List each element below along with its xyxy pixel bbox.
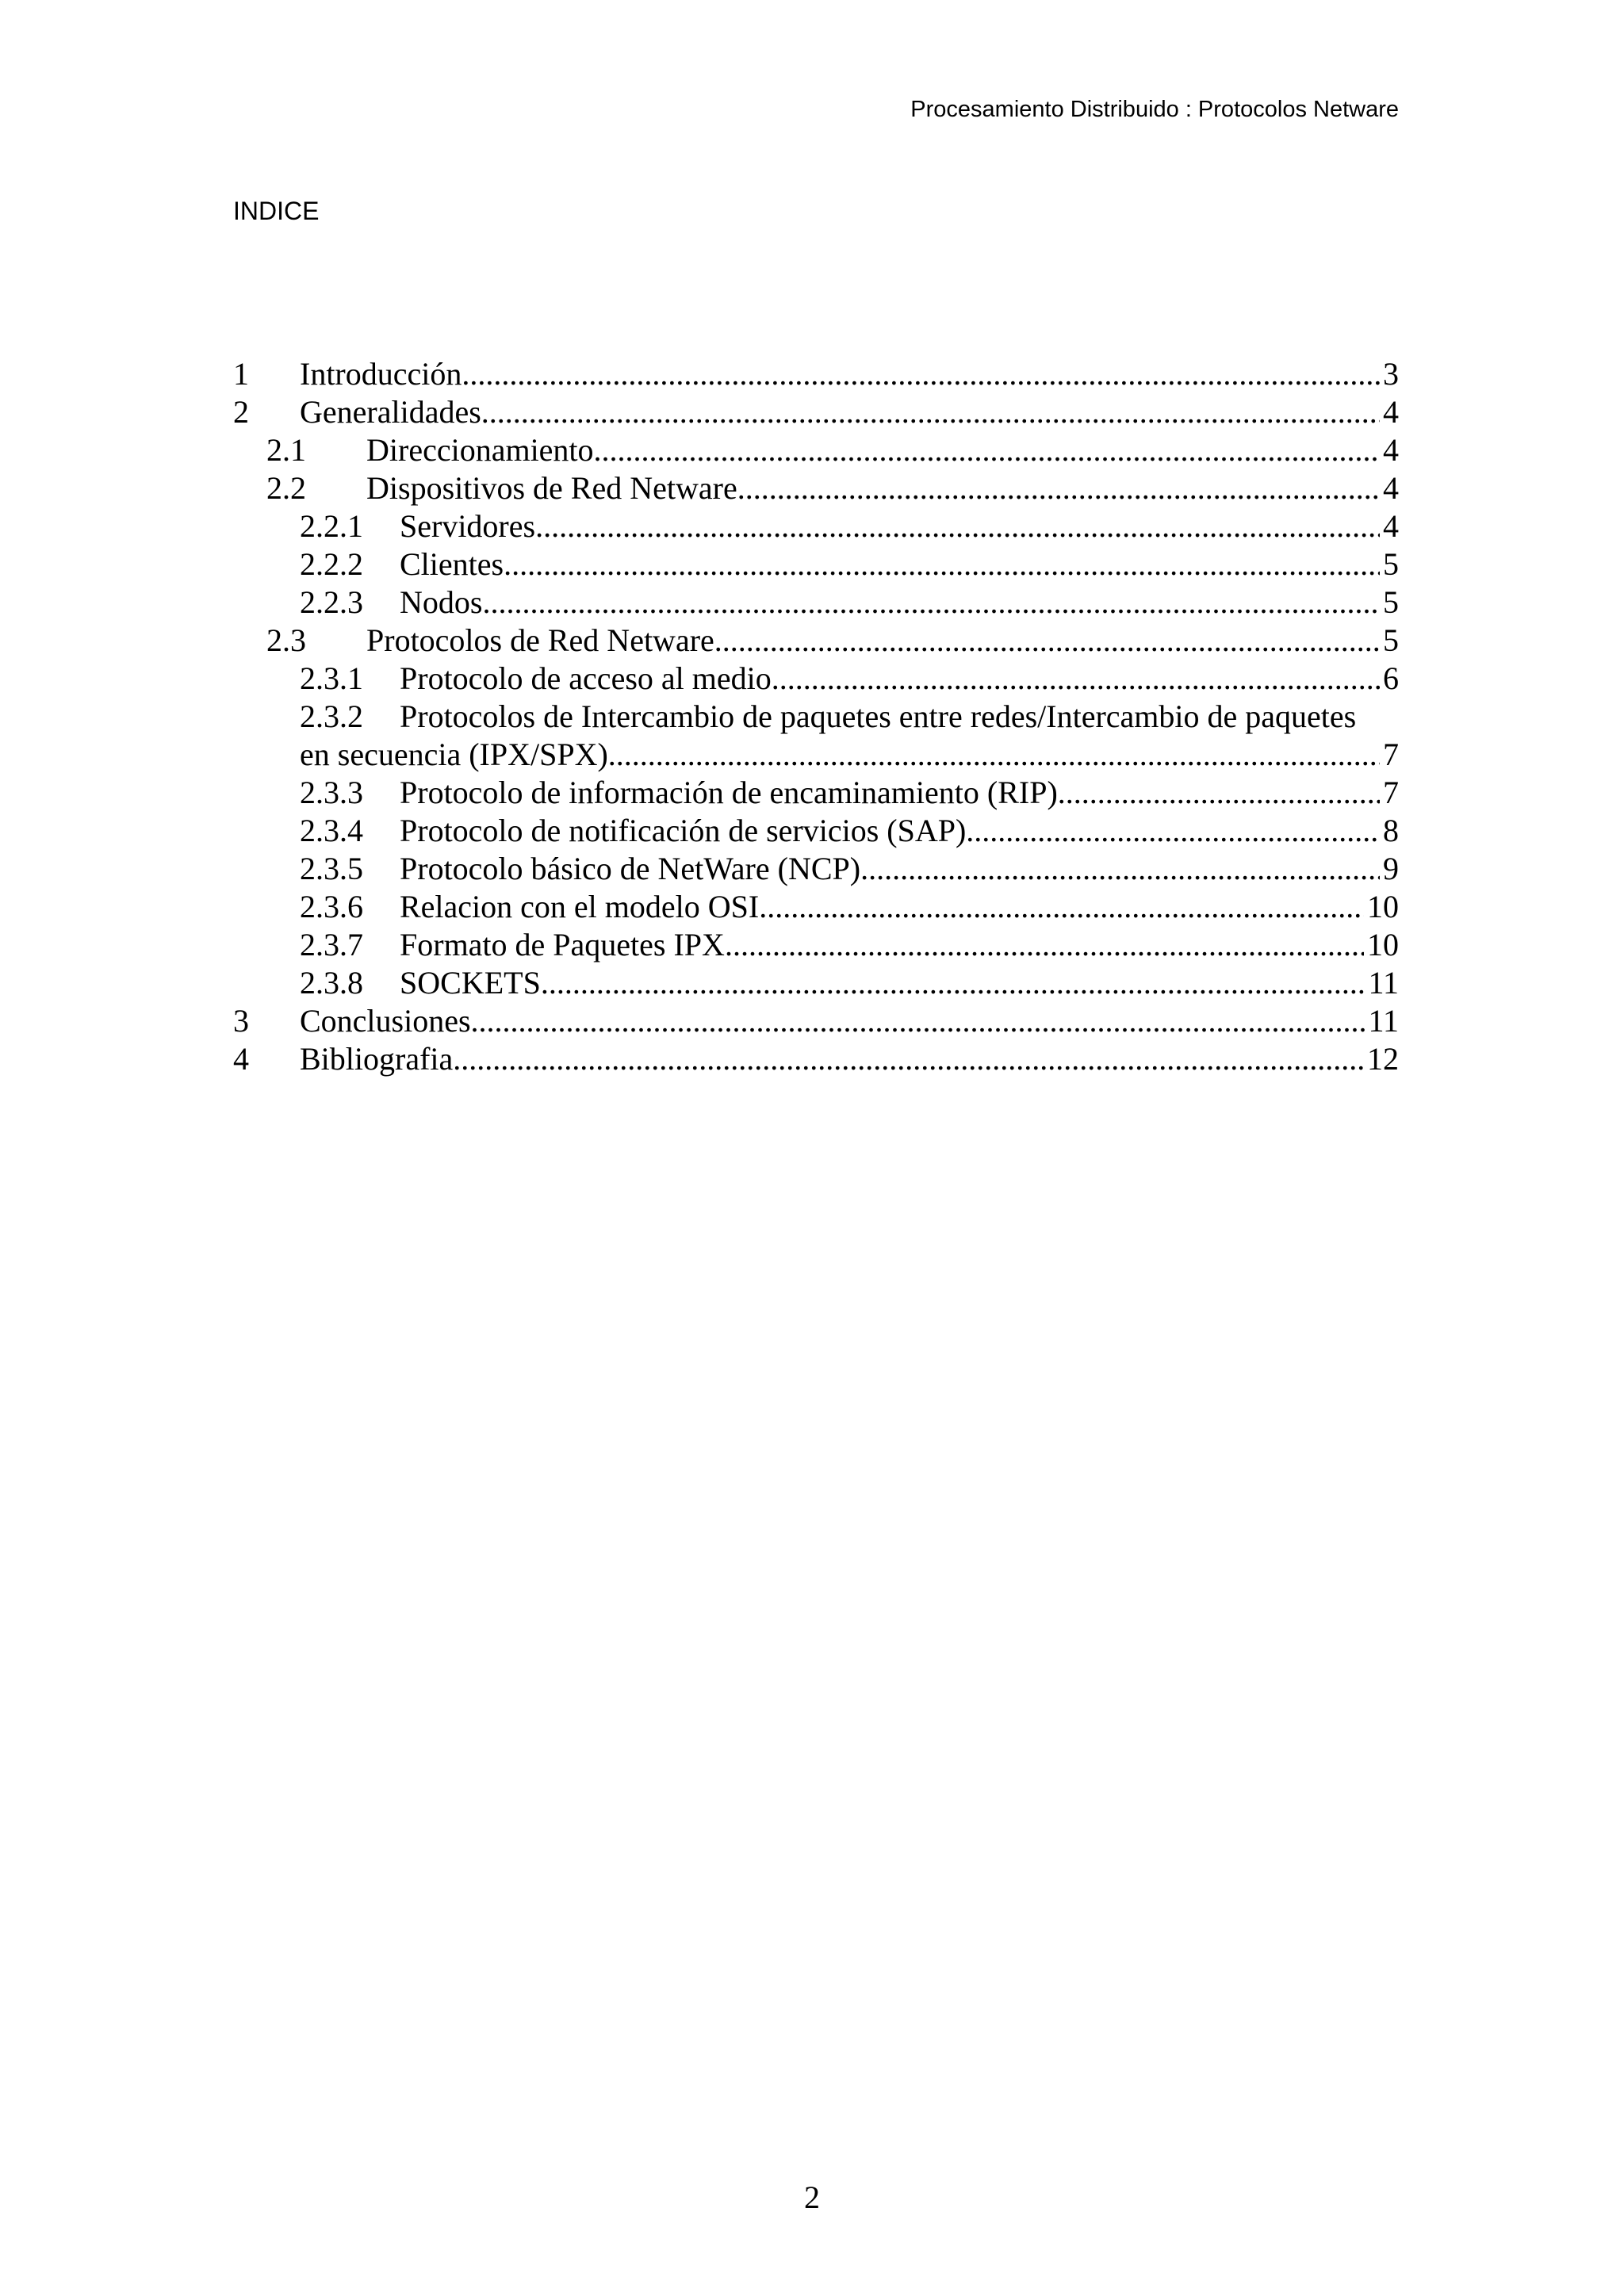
toc-entry[interactable] [233,888,1399,926]
toc-entry[interactable] [233,850,1399,888]
toc-entry-title: Servidores [400,508,536,544]
toc-entry-page: 3 [1383,356,1399,392]
toc-entry-title: Nodos [400,584,483,620]
toc-dot-leader [482,584,1380,622]
toc-dot-leader [453,1040,1364,1078]
toc-entry-page: 7 [1383,737,1399,772]
page-number: 2 [804,2179,820,2215]
toc-entry-number: 2.2.3 [300,584,363,620]
toc-dot-leader [966,812,1380,850]
toc-entry[interactable] [233,393,1399,431]
toc-entry-number: 2.3.6 [300,889,363,924]
toc-dot-leader [868,850,1380,888]
toc-entry-title: Dispositivos de Red Netware [366,470,737,506]
toc-entry-number: 2.3.2 [300,698,363,734]
toc-entry-title: Protocolos de Red Netware [366,622,714,658]
toc-dot-leader [759,888,1364,926]
toc-entry-title: en secuencia (IPX/SPX) [300,737,608,772]
toc-dot-leader [462,355,1380,393]
toc-entry-number: 2.2.1 [300,508,363,544]
toc-entry-title: Protocolo de acceso al medio [400,660,772,696]
toc-entry-page: 6 [1383,660,1399,696]
toc-entry[interactable] [233,1040,1399,1078]
toc-entry[interactable] [233,545,1399,584]
toc-entry-number: 2 [233,394,249,430]
toc-entry[interactable] [233,698,1399,774]
toc-dot-leader [737,469,1380,507]
toc-entry-page: 5 [1383,622,1399,658]
toc-entry[interactable] [233,507,1399,545]
toc-dot-leader [471,1002,1365,1040]
toc-entry-number: 3 [233,1003,249,1039]
toc-entry[interactable] [233,355,1399,393]
toc-entry-number: 2.2 [266,470,306,506]
toc-entry-page: 8 [1383,813,1399,848]
toc-entry[interactable] [233,1002,1399,1040]
toc-entry-page: 5 [1383,546,1399,582]
toc-entry-number: 2.3.5 [300,851,363,886]
toc-entry-page: 4 [1383,394,1399,430]
toc-entry-page: 12 [1367,1041,1399,1077]
toc-dot-leader [541,964,1365,1002]
toc-dot-leader [594,431,1380,469]
toc-entry-title: Formato de Paquetes IPX [400,927,725,962]
toc-entry-title: Conclusiones [300,1003,471,1039]
toc-entry[interactable] [233,660,1399,698]
toc-entry-title: Introducción [300,356,462,392]
toc-entry-page: 5 [1383,584,1399,620]
toc-dot-leader [725,926,1364,964]
toc-entry-number: 2.1 [266,432,306,468]
toc-entry-page: 4 [1383,432,1399,468]
toc-entry-number: 2.3 [266,622,306,658]
toc-entry[interactable] [233,926,1399,964]
toc-dot-leader [772,660,1380,698]
toc-entry-page: 11 [1368,965,1399,1001]
toc-entry-title: Protocolo de información de encaminamiento (RIP) [400,775,1058,810]
toc-entry[interactable] [233,812,1399,850]
toc-entry-page: 4 [1383,470,1399,506]
toc-dot-leader [608,736,1380,774]
toc-entry-title: Protocolo de notificación de servicios (SAP) [400,813,967,848]
toc-dot-leader [714,622,1380,660]
toc-entry-title: Direccionamiento [366,432,594,468]
toc-entry-number: 2.3.4 [300,813,363,848]
toc-dot-leader [1058,774,1380,812]
toc-dot-leader [481,393,1380,431]
toc-entry-number: 4 [233,1041,249,1077]
toc-entry[interactable] [233,584,1399,622]
toc-entry-number: 2.3.1 [300,660,363,696]
toc-entry-number: 2.3.3 [300,775,363,810]
toc-entry-title: Generalidades [300,394,481,430]
toc-entry-number: 2.3.8 [300,965,363,1001]
toc-entry-title: Bibliografia [300,1041,454,1077]
toc-entry-number: 2.3.7 [300,927,363,962]
toc-entry[interactable] [233,964,1399,1002]
toc-entry[interactable] [233,774,1399,812]
index-heading: INDICE [233,197,320,225]
toc-dot-leader [504,545,1380,584]
toc-entry-title: Protocolo básico de NetWare (NCP). [400,851,869,886]
table-of-contents [233,355,1399,1078]
toc-entry-title: Protocolos de Intercambio de paquetes entre redes/Intercambio de paquetes [400,698,1357,734]
toc-entry-page: 11 [1368,1003,1399,1039]
toc-entry-page: 7 [1383,775,1399,810]
toc-entry-page: 4 [1383,508,1399,544]
toc-entry[interactable] [233,622,1399,660]
running-header: Procesamiento Distribuido : Protocolos Netware [910,97,1399,122]
toc-entry-page: 10 [1367,927,1399,962]
toc-entry-title: SOCKETS [400,965,541,1001]
toc-entry-number: 2.2.2 [300,546,363,582]
toc-entry-title: Relacion con el modelo OSI [400,889,760,924]
toc-entry-page: 9 [1383,851,1399,886]
toc-entry-number: 1 [233,356,249,392]
toc-entry-title: Clientes [400,546,504,582]
toc-dot-leader [535,507,1380,545]
toc-entry[interactable] [233,469,1399,507]
toc-entry-page: 10 [1367,889,1399,924]
toc-entry[interactable] [233,431,1399,469]
